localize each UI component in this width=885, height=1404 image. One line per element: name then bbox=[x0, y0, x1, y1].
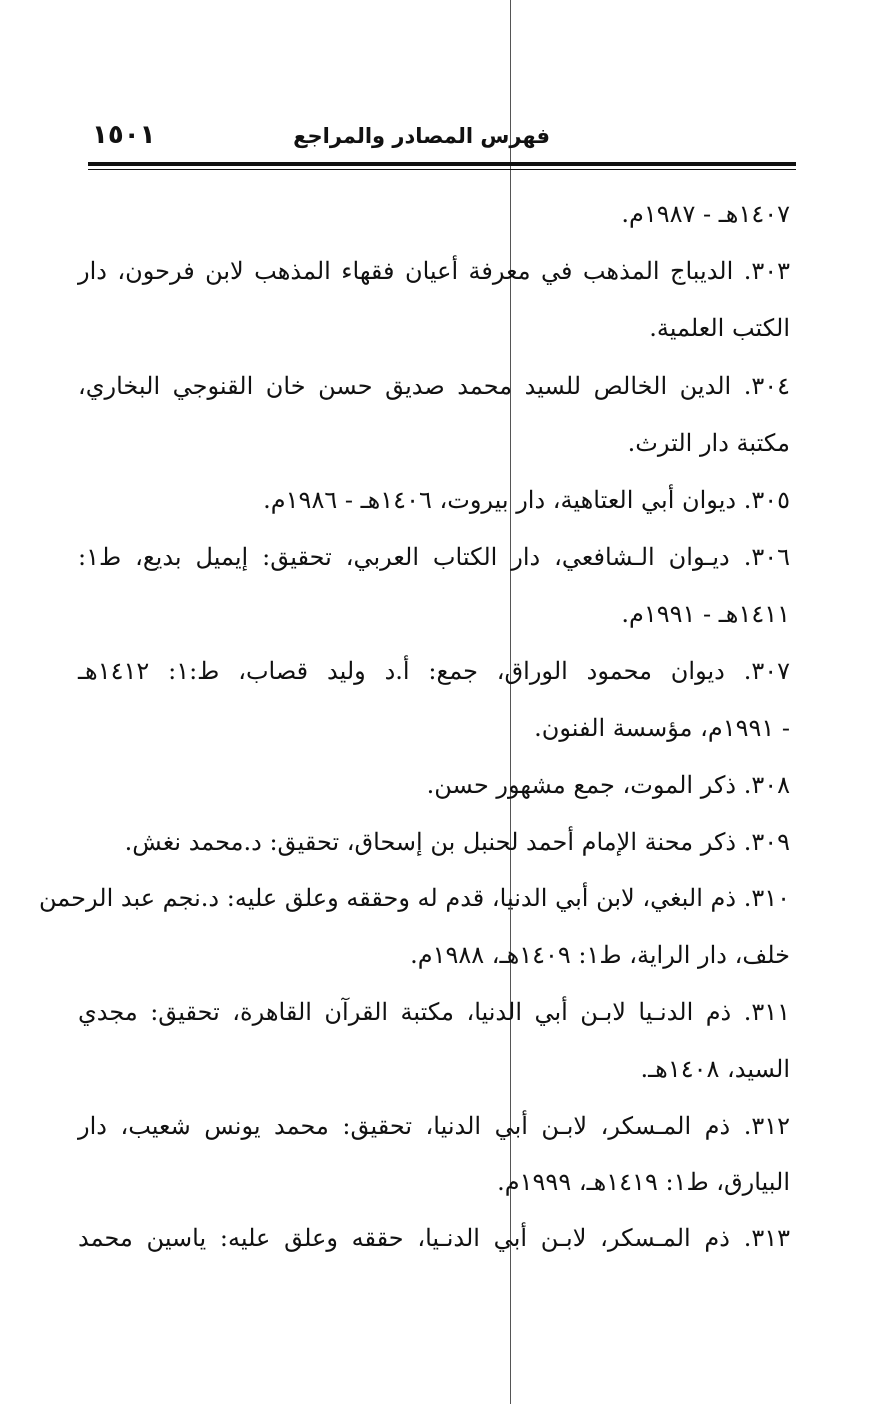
text-line: ٣٠٩. ذكر محنة الإمام أحمد لحنبل بن إسحاق، تحقيق: د.محمد نغش. bbox=[124, 828, 790, 856]
text-line: ٣٠٤. الدين الخالص للسيد محمد صديق حسن خان القنوجي البخاري، bbox=[78, 372, 790, 400]
text-line: ٣٠٣. الديباج المذهب في معرفة أعيان فقهاء المذهب لابن فرحون، دار bbox=[78, 257, 790, 285]
text-line: ٣١٠. ذم البغي، لابن أبي الدنيا، قدم له وحققه وعلق عليه: د.نجم عبد الرحمن bbox=[39, 884, 790, 912]
text-line: ٣٠٥. ديوان أبي العتاهية، دار بيروت، ١٤٠٦هـ - ١٩٨٦م. bbox=[263, 486, 790, 514]
header-rule-thick bbox=[88, 162, 796, 166]
text-line: ٣١١. ذم الدنـيا لابـن أبي الدنيا، مكتبة القرآن القاهرة، تحقيق: مجدي bbox=[78, 998, 790, 1026]
page-number: ١٥٠١ bbox=[92, 120, 156, 150]
text-line: ٣١٣. ذم المـسكر، لابـن أبي الدنـيا، حققه وعلق عليه: ياسين محمد bbox=[78, 1224, 790, 1252]
running-header-title: فهرس المصادر والمراجع bbox=[293, 124, 550, 148]
text-line: البيارق، ط١: ١٤١٩هـ، ١٩٩٩م. bbox=[497, 1168, 790, 1196]
header-rule-thin bbox=[88, 169, 796, 170]
text-line: الكتب العلمية. bbox=[649, 314, 790, 342]
text-line: ٣١٢. ذم المـسكر، لابـن أبي الدنيا، تحقيق: محمد يونس شعيب، دار bbox=[78, 1112, 790, 1140]
text-line: - ١٩٩١م، مؤسسة الفنون. bbox=[534, 714, 790, 742]
text-line: ٣٠٨. ذكر الموت، جمع مشهور حسن. bbox=[426, 771, 790, 799]
text-line: خلف، دار الراية، ط١: ١٤٠٩هـ، ١٩٨٨م. bbox=[410, 941, 790, 969]
text-line: ١٤١١هـ - ١٩٩١م. bbox=[621, 600, 790, 628]
text-line: مكتبة دار الترث. bbox=[627, 429, 790, 457]
text-line: ١٤٠٧هـ - ١٩٨٧م. bbox=[621, 200, 790, 228]
text-line: السيد، ١٤٠٨هـ. bbox=[640, 1055, 790, 1083]
text-line: ٣٠٧. ديوان محمود الوراق، جمع: أ.د وليد قصاب، ط:١: ١٤١٢هـ bbox=[78, 657, 791, 685]
text-line: ٣٠٦. ديـوان الـشافعي، دار الكتاب العربي، تحقيق: إيميل بديع، ط١: bbox=[78, 543, 790, 571]
